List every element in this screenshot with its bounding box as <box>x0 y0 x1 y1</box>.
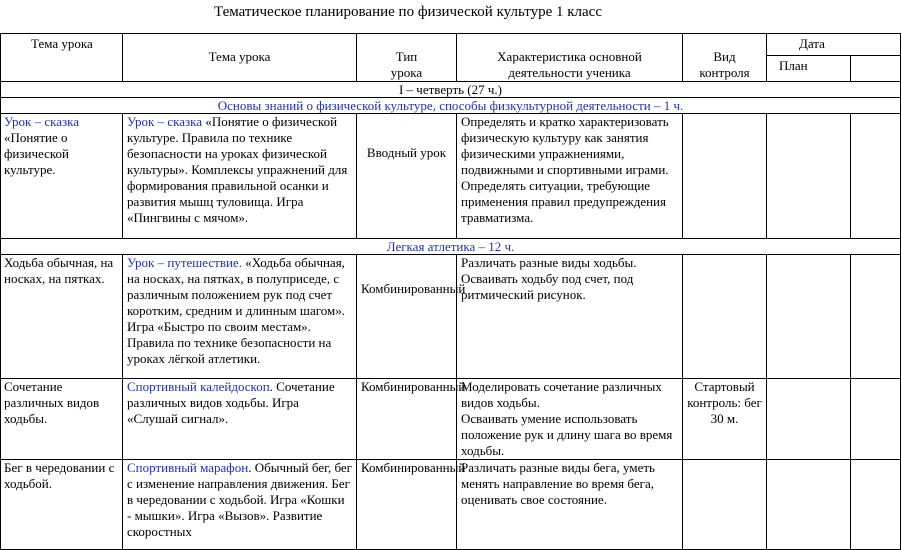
row-type: Комбинированный <box>357 255 457 379</box>
quarter-label: I – четверть (27 ч.) <box>1 82 901 98</box>
planning-table <box>0 33 901 550</box>
row-date-fact <box>851 114 901 239</box>
row-characteristics: Определять и кратко характеризовать физическую культуру как занятия физическими упражнениями, подвижными и спортивными играми. Определять ситуации, требующие применения правил предупреждения травматизма. <box>457 114 683 239</box>
header-characteristics: Характеристика основной деятельности ученика <box>457 34 683 82</box>
row-content: Урок – путешествие. «Ходьба обычная, на носках, на пятках, в полуприседе, с различным положением рук под счет коротким, средним и длинным шагом». Игра «Быстро по своим местам». Правила по технике безопасности на уроках лёгкой атлетики. <box>123 255 357 379</box>
header-date: Дата <box>767 34 901 56</box>
row-control: Стартовый контроль: бег 30 м. <box>683 379 767 460</box>
header-topic-2: Тема урока <box>123 34 357 82</box>
section-row <box>1 98 901 114</box>
row-type: Вводный урок <box>357 114 457 239</box>
header-control: Вид контроля <box>683 34 767 82</box>
row-type: Комбинированный <box>357 379 457 460</box>
row-topic: Урок – сказка «Понятие о физической культуре. <box>1 114 123 239</box>
section-label: Основы знаний о физической культуре, способы физкультурной деятельности – 1 ч. <box>1 98 901 114</box>
row-date-fact <box>851 255 901 379</box>
row-date-plan <box>767 460 851 550</box>
section-row <box>1 239 901 255</box>
row-date-fact <box>851 379 901 460</box>
row-topic: Бег в чередовании с ходьбой. <box>1 460 123 550</box>
section-label: Легкая атлетика – 12 ч. <box>1 239 901 255</box>
header-date-fact <box>851 56 901 82</box>
row-date-plan <box>767 379 851 460</box>
row-topic: Сочетание различных видов ходьбы. <box>1 379 123 460</box>
header-topic-1: Тема урока <box>1 34 123 82</box>
row-date-plan <box>767 114 851 239</box>
row-control <box>683 460 767 550</box>
row-characteristics: Моделировать сочетание различных видов ходьбы. Осваивать умение использовать положение рук и длину шага во время ходьбы. <box>457 379 683 460</box>
header-date-plan: План <box>767 56 851 82</box>
row-characteristics: Различать разные виды бега, уметь менять направление во время бега, оценивать свое состояние. <box>457 460 683 550</box>
header-row <box>1 34 901 56</box>
table-row <box>1 114 901 239</box>
table-row <box>1 460 901 550</box>
row-date-fact <box>851 460 901 550</box>
row-content: Спортивный марафон. Обычный бег, бег с изменение направления движения. Бег в чередовании с ходьбой. Игра «Кошки - мышки». Игра «Вызов». Развитие скоростных <box>123 460 357 550</box>
row-date-plan <box>767 255 851 379</box>
row-topic: Ходьба обычная, на носках, на пятках. <box>1 255 123 379</box>
row-content: Спортивный калейдоскоп. Сочетание различных видов ходьбы. Игра «Слушай сигнал». <box>123 379 357 460</box>
row-type: Комбинированный <box>357 460 457 550</box>
table-row <box>1 379 901 460</box>
header-lesson-type: Тип урока <box>357 34 457 82</box>
row-characteristics: Различать разные виды ходьбы. Осваивать ходьбу под счет, под ритмический рисунок. <box>457 255 683 379</box>
table-row <box>1 255 901 379</box>
quarter-row <box>1 82 901 98</box>
row-control <box>683 114 767 239</box>
document-title: Тематическое планирование по физической культуре 1 класс <box>213 4 602 20</box>
row-content: Урок – сказка «Понятие о физической культуре. Правила по технике безопасности на уроках физической культуры». Комплексы упражнений для формирования правильной осанки и развития мышц туловища. Игра «Пингвины с мячом». <box>123 114 357 239</box>
row-control <box>683 255 767 379</box>
